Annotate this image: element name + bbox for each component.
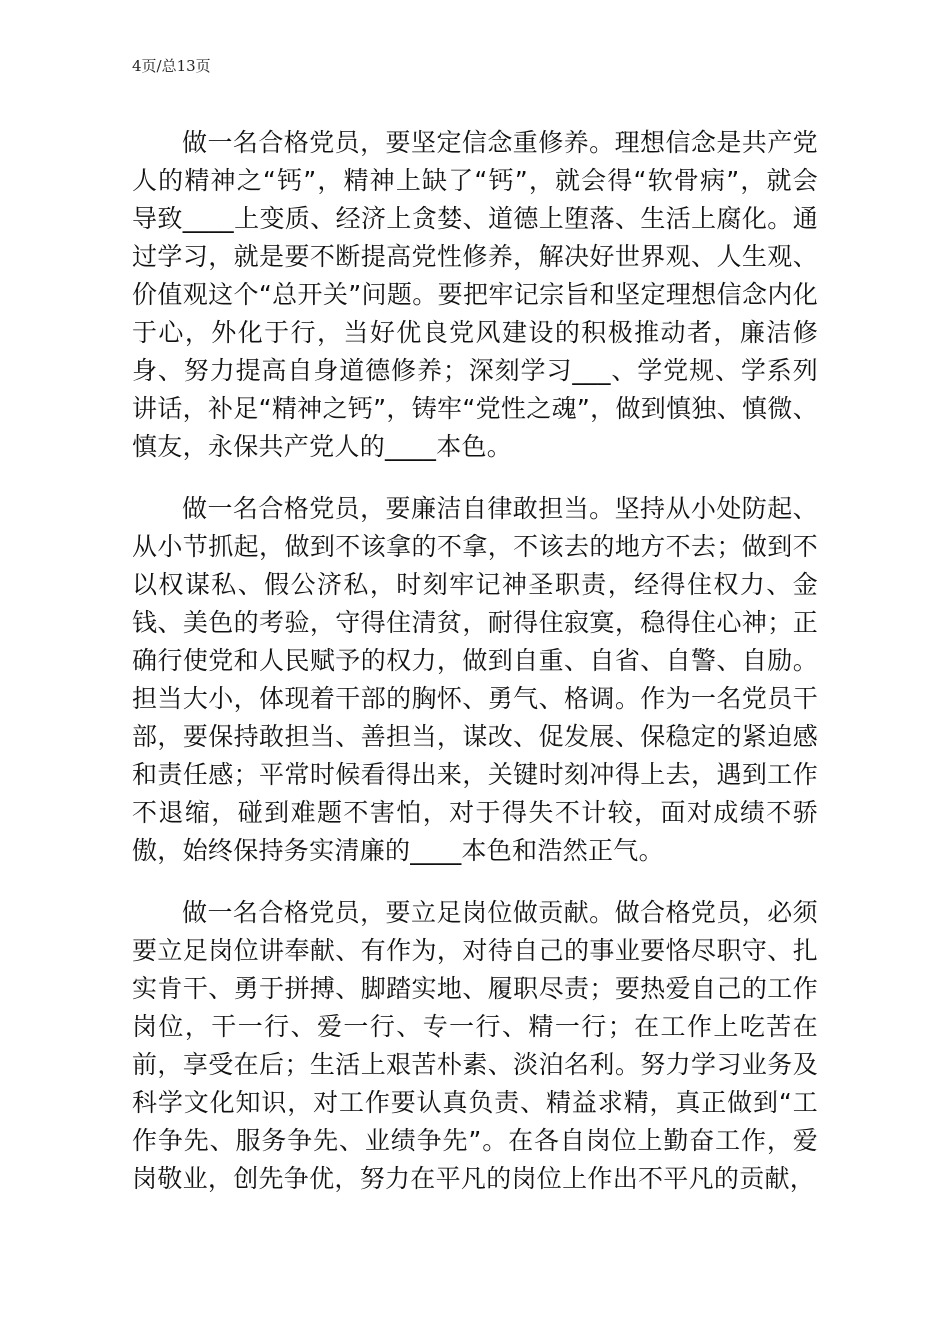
- document-body: [132, 124, 818, 1222]
- paragraph-3: 做一名合格党员，要立足岗位做贡献。做合格党员，必须要立足岗位讲奉献、有作为，对待自己的事业要恪尽职守、扎实肯干、勇于拼搏、脚踏实地、履职尽责；要热爱自己的工作岗位，干一行、爱一行、专一行、精一行；在工作上吃苦在前，享受在后；生活上艰苦朴素、淡泊名利。努力学习业务及科学文化知识，对工作要认真负责、精益求精，真正做到“工作争先、服务争先、业绩争先”。在各自岗位上勤奋工作，爱岗敬业，创先争优，努力在平凡的岗位上作出不平凡的贡献，: [132, 898, 818, 1193]
- paragraph-2: 做一名合格党员，要廉洁自律敢担当。坚持从小处防起、从小节抓起，做到不该拿的不拿，不该去的地方不去；做到不以权谋私、假公济私，时刻牢记神圣职责，经得住权力、金钱、美色的考验，守得住清贫，耐得住寂寞，稳得住心神；正确行使党和人民赋予的权力，做到自重、自省、自警、自励。担当大小，体现着干部的胸怀、勇气、格调。作为一名党员干部，要保持敢担当、善担当，谋改、促发展、保稳定的紧迫感和责任感；平常时候看得出来，关键时刻冲得上去，遇到工作不退缩，碰到难题不害怕，对于得失不计较，面对成绩不骄傲，始终保持务实清廉的____本色和浩然正气。: [132, 494, 818, 865]
- page-indicator: 4页/总13页: [132, 57, 211, 75]
- paragraph-1: 做一名合格党员，要坚定信念重修养。理想信念是共产党人的精神之“钙”，精神上缺了“钙”，就会得“软骨病”，就会导致____上变质、经济上贪婪、道德上堕落、生活上腐化。通过学习，就是要不断提高党性修养，解决好世界观、人生观、价值观这个“总开关”问题。要把牢记宗旨和坚定理想信念内化于心，外化于行，当好优良党风建设的积极推动者，廉洁修身、努力提高自身道德修养；深刻学习___、学党规、学系列讲话，补足“精神之钙”，铸牢“党性之魂”，做到慎独、慎微、慎友，永保共产党人的____本色。: [132, 128, 818, 461]
